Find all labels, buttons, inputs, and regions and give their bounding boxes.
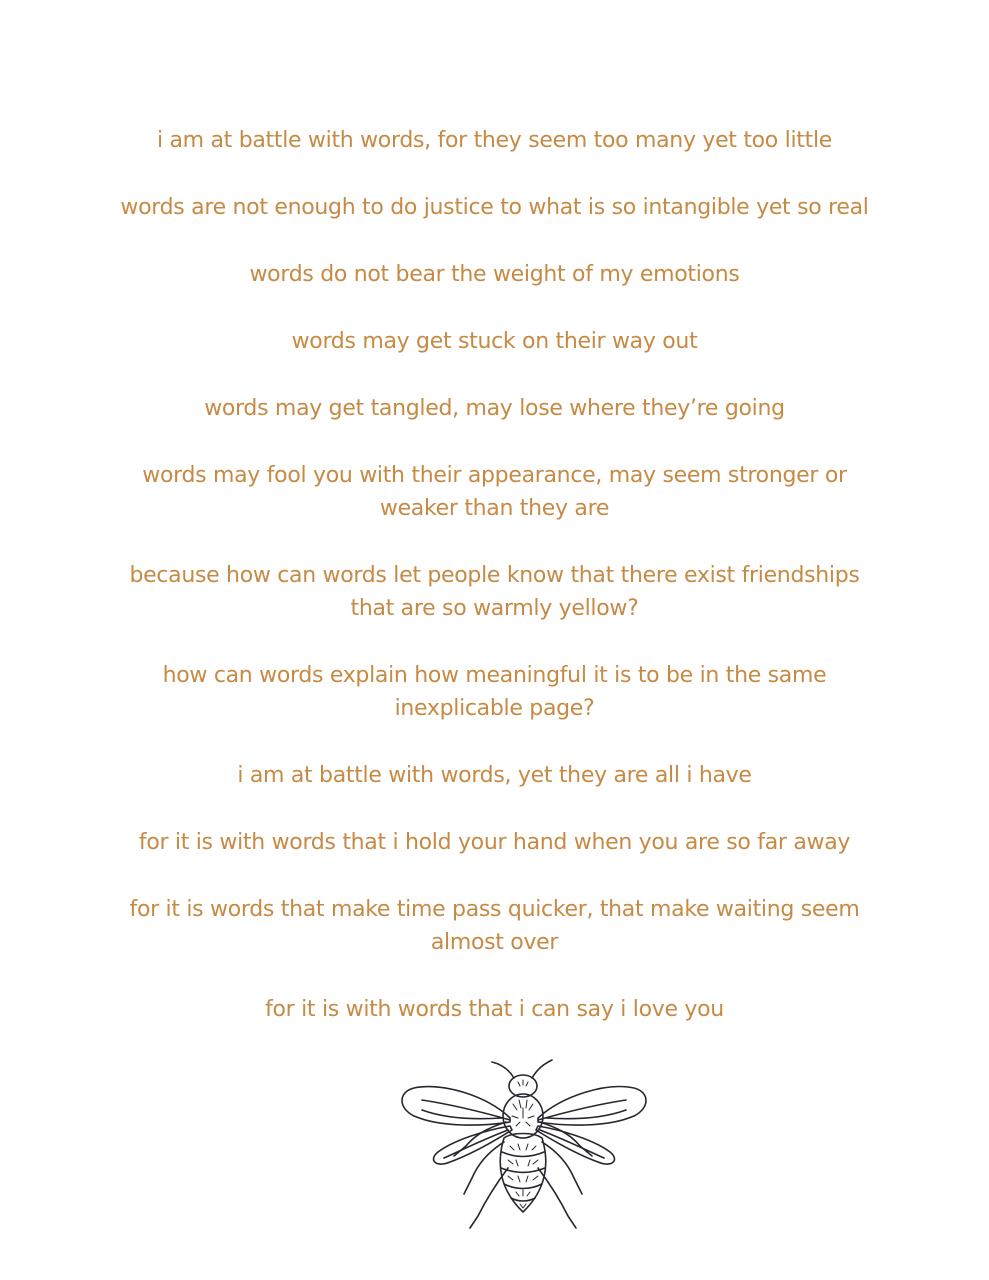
poem-stanza-1: i am at battle with words, for they seem too many yet too little [156, 128, 832, 153]
poem-stanza-4: words may get stuck on their way out [291, 329, 698, 354]
poem-stanza-2: words are not enough to do justice to what is so intangible yet so real [120, 195, 869, 220]
poem-stanza-7: because how can words let people know that there exist friendships that are so warmly yellow? [129, 563, 860, 621]
poem-stanza-9: i am at battle with words, yet they are all i have [237, 763, 752, 788]
poem-stanza-8: how can words explain how meaningful it is to be in the same inexplicable page? [162, 663, 827, 721]
poem-stanza-12: for it is with words that i can say i love you [265, 997, 724, 1022]
poem-stanza-11: for it is words that make time pass quicker, that make waiting seem almost over [129, 897, 860, 955]
poem-stanza-6: words may fool you with their appearance, may seem stronger or weaker than they are [142, 463, 847, 521]
poem-stanza-10: for it is with words that i hold your hand when you are so far away [138, 830, 851, 855]
poem-text [60, 124, 929, 1060]
bee-icon [392, 1056, 654, 1232]
poem-stanza-5: words may get tangled, may lose where they’re going [204, 396, 785, 421]
poem-stanza-3: words do not bear the weight of my emotions [249, 262, 740, 287]
